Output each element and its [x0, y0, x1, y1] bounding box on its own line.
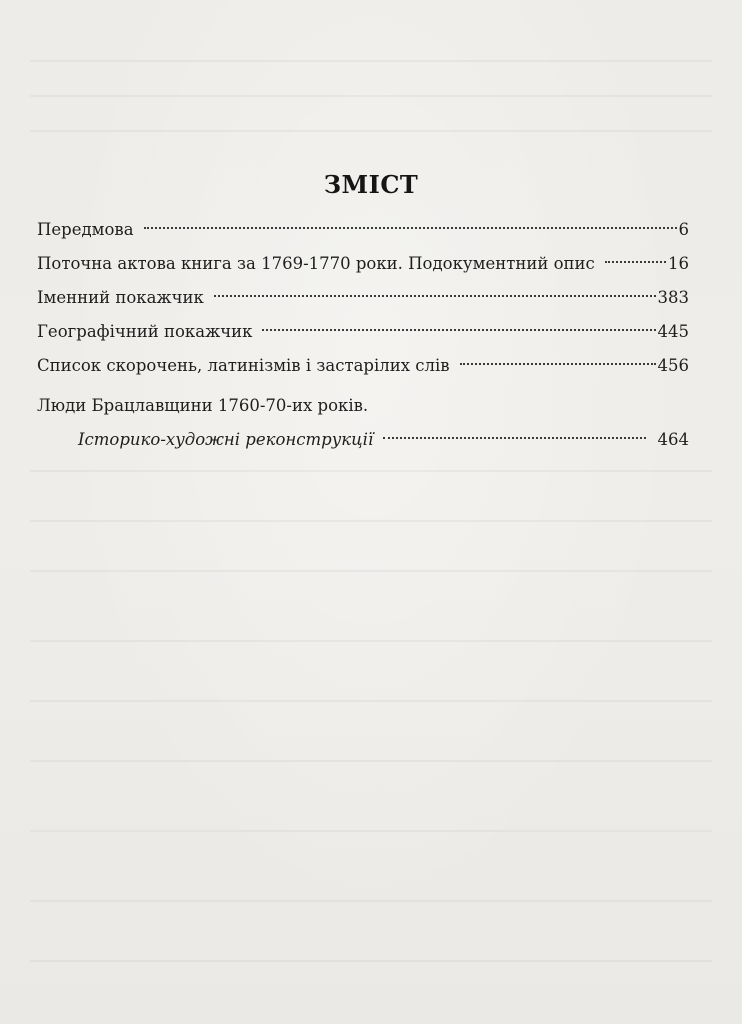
- bleed-through-texture: [30, 130, 712, 132]
- bleed-through-texture: [30, 900, 712, 902]
- toc-entry: [37, 349, 689, 383]
- toc-entry-page: 6: [678, 220, 689, 239]
- dot-leader: [383, 437, 645, 439]
- toc-entry: [37, 315, 689, 349]
- toc-entry: [37, 247, 689, 281]
- toc-entry-page: 464: [657, 430, 689, 449]
- bleed-through-texture: [30, 700, 712, 702]
- toc-entry-label: Іменний покажчик: [37, 288, 204, 307]
- page-title: ЗМІСТ: [323, 170, 419, 199]
- toc-entry-page: 456: [657, 356, 689, 375]
- bleed-through-texture: [30, 570, 712, 572]
- toc-entry: [37, 281, 689, 315]
- dot-leader: [262, 329, 655, 331]
- dot-leader: [144, 227, 677, 229]
- table-of-contents: [37, 213, 689, 457]
- bleed-through-texture: [30, 760, 712, 762]
- toc-entry: [37, 213, 689, 247]
- dot-leader: [460, 363, 656, 365]
- toc-entry-page: 445: [657, 322, 689, 341]
- toc-entry-label: Передмова: [37, 220, 134, 239]
- toc-entry-page: 16: [668, 254, 689, 273]
- bleed-through-texture: [30, 60, 712, 62]
- toc-entry-heading: [37, 389, 689, 423]
- bleed-through-texture: [30, 470, 712, 472]
- bleed-through-texture: [30, 960, 712, 962]
- bleed-through-texture: [30, 95, 712, 97]
- bleed-through-texture: [30, 830, 712, 832]
- toc-entry-page: 383: [657, 288, 689, 307]
- bleed-through-texture: [30, 520, 712, 522]
- toc-entry: [37, 423, 689, 457]
- toc-entry-label: Люди Брацлавщини 1760-70-их років.: [37, 396, 369, 415]
- toc-entry-subtitle: Історико-художні реконструкції: [78, 430, 374, 449]
- toc-entry-label: Географічний покажчик: [37, 322, 253, 341]
- toc-entry-label: Список скорочень, латинізмів і застарілих слів: [37, 356, 450, 375]
- dot-leader: [214, 295, 656, 297]
- toc-entry-label: Поточна актова книга за 1769-1770 роки. Подокументний опис: [37, 254, 595, 273]
- bleed-through-texture: [30, 640, 712, 642]
- dot-leader: [605, 261, 666, 263]
